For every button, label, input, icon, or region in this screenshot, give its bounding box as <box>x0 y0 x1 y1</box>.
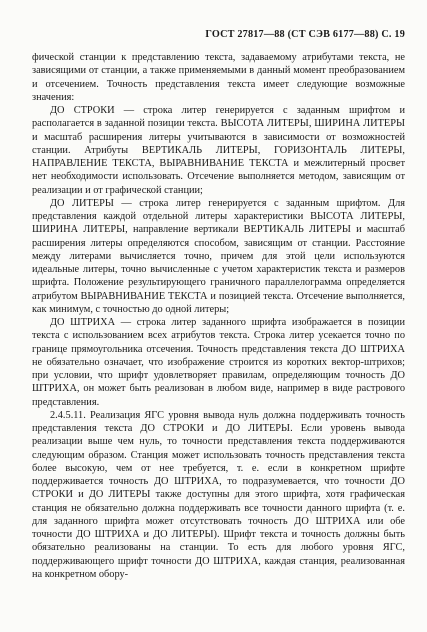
running-head: ГОСТ 27817—88 (СТ СЭВ 6177—88) С. 19 <box>205 29 405 40</box>
paragraph-do-stroki: ДО СТРОКИ — строка литер генерируется с заданным шрифтом и располагается в заданной позиции текста. ВЫСОТА ЛИТЕРЫ, ШИРИНА ЛИТЕРЫ и масштаб расширения литеры учитываются в зависимости от возможностей станции. Атрибуты ВЕРТИКАЛЬ ЛИТЕРЫ, ГОРИЗОНТАЛЬ ЛИТЕРЫ, НАПРАВЛЕНИЕ ТЕКСТА, ВЫРАВНИВАНИЕ ТЕКСТА и межлитерный просвет нет необходимости использовать. Отсечение выполняется методом, зависящим от реализации и от графической станции; <box>32 105 405 196</box>
paragraph-do-shtrikha: ДО ШТРИХА — строка литер заданного шрифта изображается в позиции текста с использованием всех атрибутов текста. Строка литер усекается точно по границе прямоугольника отсечения. Точность представления текста ДО ШТРИХА не обязательно означает, что изображение строится из коротких вектор-штрихов; при условии, что шрифт удовлетворяет правилам, определяющим точность ДО ШТРИХА, он может быть реализован в любом виде, например в виде растрового представления. <box>32 317 405 408</box>
body-text <box>32 51 405 581</box>
paragraph-2-4-5-11: 2.4.5.11. Реализация ЯГС уровня вывода нуль должна поддерживать точность представления текста ДО СТРОКИ и ДО ЛИТЕРЫ. Если уровень вывода реализации выше чем нуль, то точности представления текста поддерживаются следующим образом. Станция может использовать точность представления текста более высокую, чем от нее требуется, т. е. если в конкретном шрифте поддерживается точность ДО ШТРИХА, то подразумевается, что точности ДО СТРОКИ и ДО ЛИТЕРЫ также доступны для этого шрифта, хотя графическая станция не обязательно должна поддерживать все точности данного шрифта (т. е. для заданного шрифта может отсутствовать точность ДО ШТРИХА или обе точности ДО ШТРИХА и ДО ЛИТЕРЫ). Шрифт текста и точность должны быть обязательно реализованы на станции. То есть для любого уровня ЯГС, поддерживающего шрифт точности ДО ШТРИХА, каждая станция, реализованная на конкретном обору- <box>32 409 405 580</box>
paragraph-do-litery: ДО ЛИТЕРЫ — строка литер генерируется с заданным шрифтом. Для представления каждой отдельной литеры характеристики ВЫСОТА ЛИТЕРЫ, ШИРИНА ЛИТЕРЫ, направление вертикали ВЕРТИКАЛЬ ЛИТЕРЫ и масштаб расширения литеры определяются способом, зависящим от станции. Расстояние между литерами вычисляется точно, причем для этой цели используются идеальные литеры, точно вычисленные с учетом характеристик текста и размеров шрифта. Положение результирующего граничного параллелограмма определяется атрибутом ВЫРАВНИВАНИЕ ТЕКСТА и позицией текста. Отсечение выполняется, как минимум, с точностью до одной литеры; <box>32 197 405 315</box>
paragraph-continuation: фической станции к представлению текста, задаваемому атрибутами текста, не зависящими от станции, а также применяемыми в данный момент преобразованием и отсечением. Точность представления текста имеет следующие возможные значения: <box>32 52 405 103</box>
